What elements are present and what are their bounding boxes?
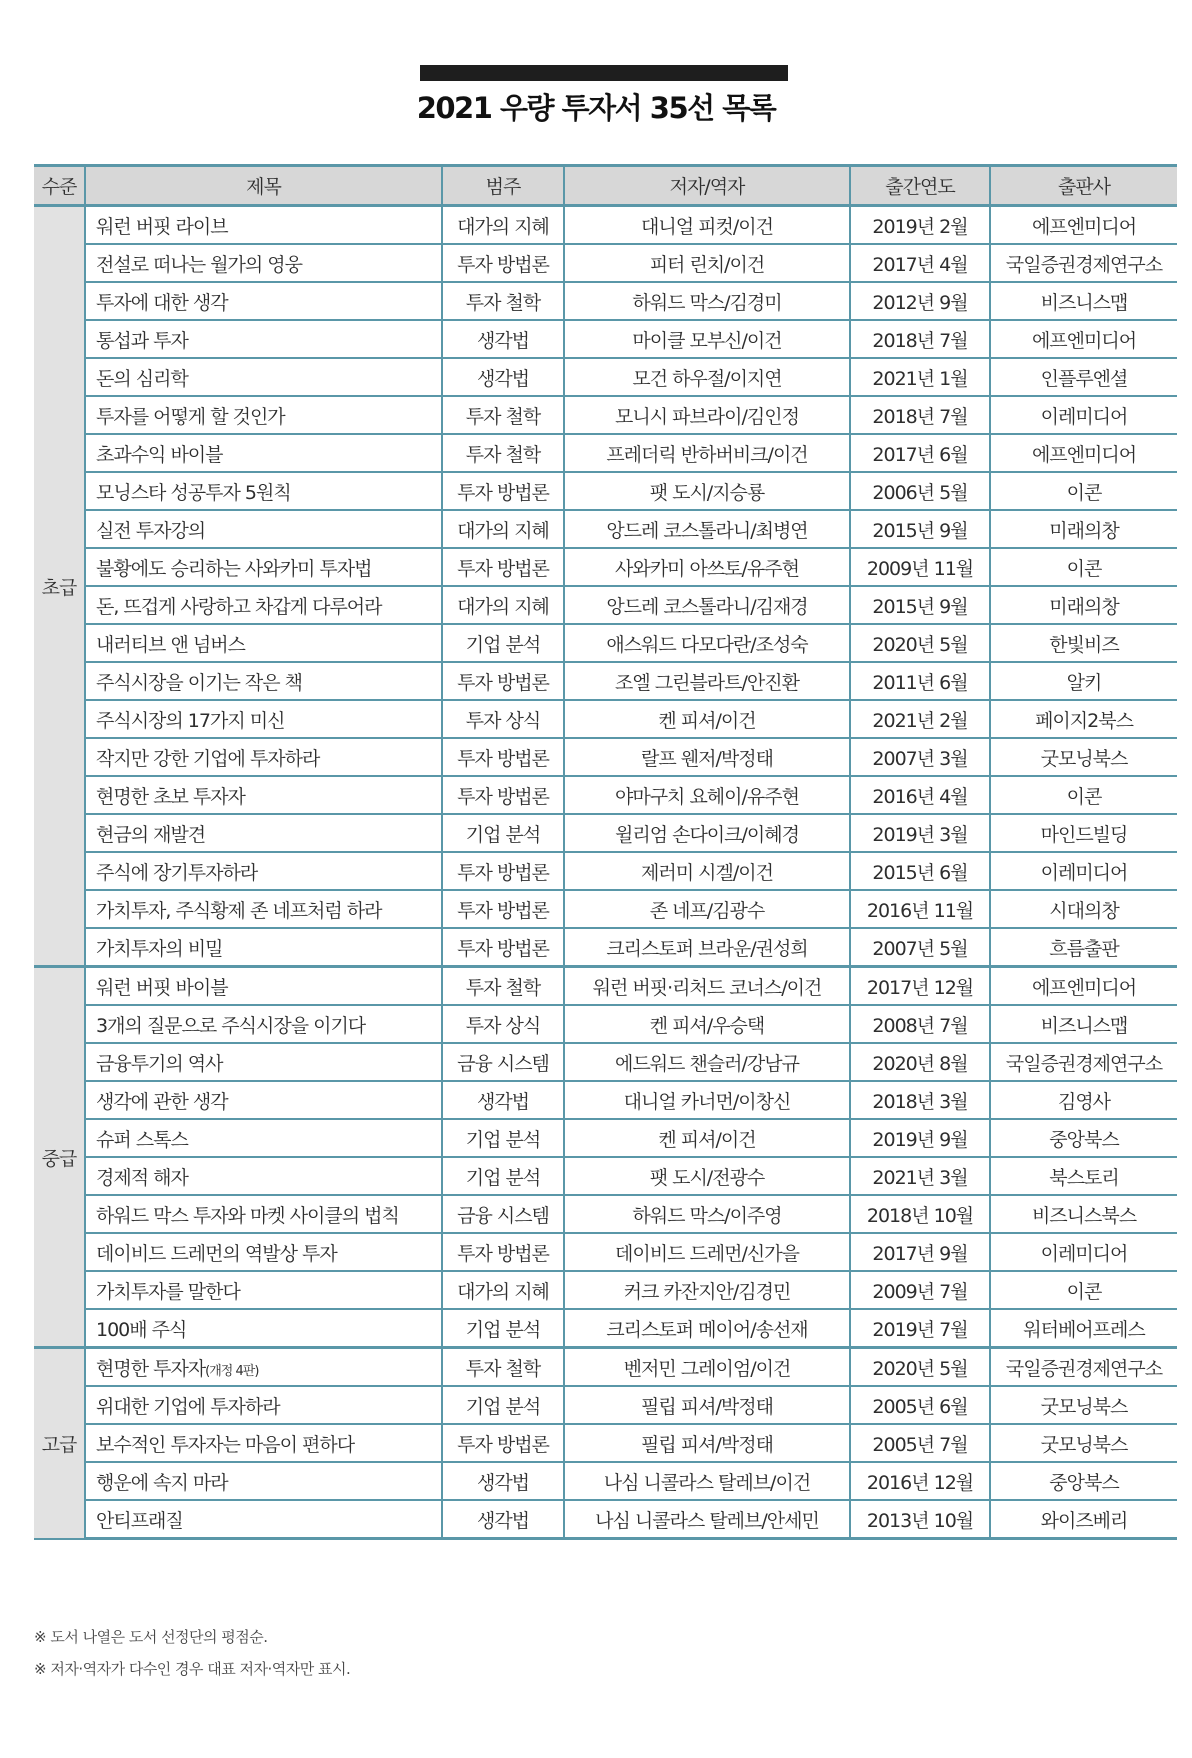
- author-translator: 켄 피셔/우승택: [564, 1005, 850, 1043]
- category: 대가의 지혜: [442, 1271, 564, 1309]
- table-row: [34, 548, 1177, 586]
- publisher: 인플루엔셜: [990, 358, 1177, 396]
- publisher: 알키: [990, 662, 1177, 700]
- category: 대가의 지혜: [442, 586, 564, 624]
- author-translator: 피터 린치/이건: [564, 244, 850, 282]
- table-row: [34, 1195, 1177, 1233]
- table-row: [34, 244, 1177, 282]
- table-row: [34, 738, 1177, 776]
- publish-date: 2019년 2월: [850, 206, 990, 245]
- book-title: 3개의 질문으로 주식시장을 이기다: [85, 1005, 442, 1043]
- publish-date: 2009년 7월: [850, 1271, 990, 1309]
- author-translator: 크리스토퍼 브라운/권성희: [564, 928, 850, 967]
- author-translator: 크리스토퍼 메이어/송선재: [564, 1309, 850, 1348]
- level-cell: 초급: [34, 206, 85, 967]
- publish-date: 2015년 9월: [850, 586, 990, 624]
- edition-note: (개정 4판): [205, 1363, 259, 1379]
- publisher: 이콘: [990, 776, 1177, 814]
- publish-date: 2009년 11월: [850, 548, 990, 586]
- publisher: 굿모닝북스: [990, 1386, 1177, 1424]
- category: 투자 방법론: [442, 776, 564, 814]
- author-translator: 모니시 파브라이/김인정: [564, 396, 850, 434]
- publish-date: 2021년 3월: [850, 1157, 990, 1195]
- publisher: 중앙북스: [990, 1119, 1177, 1157]
- publisher: 에프엔미디어: [990, 967, 1177, 1006]
- table-row: [34, 586, 1177, 624]
- category: 금융 시스템: [442, 1043, 564, 1081]
- table-row: [34, 928, 1177, 967]
- book-title: 가치투자를 말한다: [85, 1271, 442, 1309]
- author-translator: 앙드레 코스톨라니/최병연: [564, 510, 850, 548]
- table-row: [34, 700, 1177, 738]
- author-translator: 데이비드 드레먼/신가을: [564, 1233, 850, 1271]
- table-row: [34, 1271, 1177, 1309]
- page-title: 2021 우량 투자서 35선 목록: [416, 91, 776, 125]
- book-title: 금융투기의 역사: [85, 1043, 442, 1081]
- category: 투자 방법론: [442, 1424, 564, 1462]
- author-translator: 대니얼 피컷/이건: [564, 206, 850, 245]
- book-title: 작지만 강한 기업에 투자하라: [85, 738, 442, 776]
- book-title: 가치투자의 비밀: [85, 928, 442, 967]
- author-translator: 제러미 시겔/이건: [564, 852, 850, 890]
- publish-date: 2020년 8월: [850, 1043, 990, 1081]
- publisher: 흐름출판: [990, 928, 1177, 967]
- table-row: [34, 890, 1177, 928]
- header-author: 저자/역자: [564, 166, 850, 206]
- table-row: [34, 967, 1177, 1006]
- category: 투자 방법론: [442, 472, 564, 510]
- table-row: [34, 814, 1177, 852]
- publisher: 이레미디어: [990, 396, 1177, 434]
- category: 기업 분석: [442, 1309, 564, 1348]
- author-translator: 나심 니콜라스 탈레브/안세민: [564, 1500, 850, 1539]
- level-cell: 중급: [34, 967, 85, 1348]
- footnote: ※ 저자·역자가 다수인 경우 대표 저자·역자만 표시.: [34, 1660, 351, 1678]
- book-title: 생각에 관한 생각: [85, 1081, 442, 1119]
- book-title: 돈, 뜨겁게 사랑하고 차갑게 다루어라: [85, 586, 442, 624]
- book-title: 투자를 어떻게 할 것인가: [85, 396, 442, 434]
- table-row: [34, 510, 1177, 548]
- table-row: [34, 358, 1177, 396]
- publish-date: 2019년 3월: [850, 814, 990, 852]
- category: 기업 분석: [442, 1386, 564, 1424]
- table-row: [34, 1386, 1177, 1424]
- header-publisher: 출판사: [990, 166, 1177, 206]
- publish-date: 2020년 5월: [850, 624, 990, 662]
- category: 투자 철학: [442, 282, 564, 320]
- book-title: 전설로 떠나는 월가의 영웅: [85, 244, 442, 282]
- publish-date: 2016년 12월: [850, 1462, 990, 1500]
- publisher: 이콘: [990, 548, 1177, 586]
- publisher: 김영사: [990, 1081, 1177, 1119]
- table-row: [34, 396, 1177, 434]
- category: 투자 방법론: [442, 890, 564, 928]
- category: 생각법: [442, 1462, 564, 1500]
- book-title: 현명한 투자자(개정 4판): [85, 1348, 442, 1387]
- author-translator: 팻 도시/지승룡: [564, 472, 850, 510]
- table-row: [34, 1424, 1177, 1462]
- category: 생각법: [442, 1500, 564, 1539]
- publisher: 시대의창: [990, 890, 1177, 928]
- table-row: [34, 1500, 1177, 1539]
- footnote: ※ 도서 나열은 도서 선정단의 평점순.: [34, 1628, 268, 1646]
- category: 투자 상식: [442, 700, 564, 738]
- table-row: [34, 1043, 1177, 1081]
- category: 투자 방법론: [442, 852, 564, 890]
- book-title: 워런 버핏 바이블: [85, 967, 442, 1006]
- table-row: [34, 1081, 1177, 1119]
- book-title: 내러티브 앤 넘버스: [85, 624, 442, 662]
- book-title: 행운에 속지 마라: [85, 1462, 442, 1500]
- table-row: [34, 1157, 1177, 1195]
- table-row: [34, 1309, 1177, 1348]
- header-category: 범주: [442, 166, 564, 206]
- category: 대가의 지혜: [442, 510, 564, 548]
- author-translator: 대니얼 카너먼/이창신: [564, 1081, 850, 1119]
- author-translator: 에드워드 챈슬러/강남규: [564, 1043, 850, 1081]
- publish-date: 2015년 6월: [850, 852, 990, 890]
- publisher: 비즈니스맵: [990, 1005, 1177, 1043]
- book-title: 현명한 초보 투자자: [85, 776, 442, 814]
- book-title: 안티프래질: [85, 1500, 442, 1539]
- category: 투자 철학: [442, 967, 564, 1006]
- publisher: 비즈니스맵: [990, 282, 1177, 320]
- publish-date: 2018년 3월: [850, 1081, 990, 1119]
- table-row: [34, 206, 1177, 245]
- category: 금융 시스템: [442, 1195, 564, 1233]
- book-list-table: [34, 164, 1177, 1540]
- book-title: 보수적인 투자자는 마음이 편하다: [85, 1424, 442, 1462]
- publisher: 이콘: [990, 472, 1177, 510]
- publish-date: 2012년 9월: [850, 282, 990, 320]
- title-decoration-bar: [420, 65, 788, 81]
- author-translator: 필립 피셔/박정태: [564, 1386, 850, 1424]
- table-row: [34, 434, 1177, 472]
- publish-date: 2019년 7월: [850, 1309, 990, 1348]
- category: 대가의 지혜: [442, 206, 564, 245]
- publisher: 에프엔미디어: [990, 320, 1177, 358]
- author-translator: 모건 하우절/이지연: [564, 358, 850, 396]
- publisher: 국일증권경제연구소: [990, 244, 1177, 282]
- publisher: 이레미디어: [990, 1233, 1177, 1271]
- book-title: 워런 버핏 라이브: [85, 206, 442, 245]
- publish-date: 2021년 1월: [850, 358, 990, 396]
- category: 기업 분석: [442, 1119, 564, 1157]
- table-row: [34, 624, 1177, 662]
- level-cell: 고급: [34, 1348, 85, 1539]
- publisher: 북스토리: [990, 1157, 1177, 1195]
- author-translator: 애스워드 다모다란/조성숙: [564, 624, 850, 662]
- category: 생각법: [442, 320, 564, 358]
- category: 투자 방법론: [442, 548, 564, 586]
- publisher: 워터베어프레스: [990, 1309, 1177, 1348]
- table-header-row: [34, 166, 1177, 206]
- table-row: [34, 1462, 1177, 1500]
- publisher: 국일증권경제연구소: [990, 1043, 1177, 1081]
- author-translator: 필립 피셔/박정태: [564, 1424, 850, 1462]
- book-title: 주식에 장기투자하라: [85, 852, 442, 890]
- table-row: [34, 472, 1177, 510]
- book-title: 100배 주식: [85, 1309, 442, 1348]
- author-translator: 조엘 그린블라트/안진환: [564, 662, 850, 700]
- publish-date: 2005년 7월: [850, 1424, 990, 1462]
- category: 투자 철학: [442, 434, 564, 472]
- table-row: [34, 1233, 1177, 1271]
- author-translator: 워런 버핏·리처드 코너스/이건: [564, 967, 850, 1006]
- category: 투자 방법론: [442, 662, 564, 700]
- author-translator: 팻 도시/전광수: [564, 1157, 850, 1195]
- category: 투자 방법론: [442, 1233, 564, 1271]
- publish-date: 2019년 9월: [850, 1119, 990, 1157]
- author-translator: 켄 피셔/이건: [564, 1119, 850, 1157]
- publisher: 이콘: [990, 1271, 1177, 1309]
- author-translator: 랄프 웬저/박정태: [564, 738, 850, 776]
- publish-date: 2018년 7월: [850, 320, 990, 358]
- category: 투자 철학: [442, 396, 564, 434]
- book-title: 투자에 대한 생각: [85, 282, 442, 320]
- category: 기업 분석: [442, 814, 564, 852]
- header-year: 출간연도: [850, 166, 990, 206]
- header-level: 수준: [34, 166, 85, 206]
- publish-date: 2017년 4월: [850, 244, 990, 282]
- publisher: 국일증권경제연구소: [990, 1348, 1177, 1387]
- book-title: 경제적 해자: [85, 1157, 442, 1195]
- publish-date: 2015년 9월: [850, 510, 990, 548]
- book-title: 실전 투자강의: [85, 510, 442, 548]
- table-row: [34, 320, 1177, 358]
- book-title: 초과수익 바이블: [85, 434, 442, 472]
- publisher: 페이지2북스: [990, 700, 1177, 738]
- category: 기업 분석: [442, 624, 564, 662]
- publisher: 굿모닝북스: [990, 1424, 1177, 1462]
- publish-date: 2016년 4월: [850, 776, 990, 814]
- category: 투자 방법론: [442, 244, 564, 282]
- author-translator: 나심 니콜라스 탈레브/이건: [564, 1462, 850, 1500]
- book-title: 가치투자, 주식황제 존 네프처럼 하라: [85, 890, 442, 928]
- book-title: 위대한 기업에 투자하라: [85, 1386, 442, 1424]
- publisher: 미래의창: [990, 510, 1177, 548]
- publisher: 한빛비즈: [990, 624, 1177, 662]
- author-translator: 프레더릭 반하버비크/이건: [564, 434, 850, 472]
- table-row: [34, 282, 1177, 320]
- book-title: 불황에도 승리하는 사와카미 투자법: [85, 548, 442, 586]
- table-row: [34, 662, 1177, 700]
- book-title: 슈퍼 스톡스: [85, 1119, 442, 1157]
- publisher: 미래의창: [990, 586, 1177, 624]
- publish-date: 2017년 9월: [850, 1233, 990, 1271]
- header-title: 제목: [85, 166, 442, 206]
- book-title: 하워드 막스 투자와 마켓 사이클의 법칙: [85, 1195, 442, 1233]
- publisher: 이레미디어: [990, 852, 1177, 890]
- publisher: 와이즈베리: [990, 1500, 1177, 1539]
- book-title: 통섭과 투자: [85, 320, 442, 358]
- author-translator: 윌리엄 손다이크/이혜경: [564, 814, 850, 852]
- author-translator: 커크 카잔지안/김경민: [564, 1271, 850, 1309]
- author-translator: 하워드 막스/김경미: [564, 282, 850, 320]
- book-title: 돈의 심리학: [85, 358, 442, 396]
- author-translator: 앙드레 코스톨라니/김재경: [564, 586, 850, 624]
- table-row: [34, 1119, 1177, 1157]
- publish-date: 2005년 6월: [850, 1386, 990, 1424]
- table-row: [34, 776, 1177, 814]
- author-translator: 마이클 모부신/이건: [564, 320, 850, 358]
- publish-date: 2007년 3월: [850, 738, 990, 776]
- category: 투자 상식: [442, 1005, 564, 1043]
- publish-date: 2008년 7월: [850, 1005, 990, 1043]
- publish-date: 2018년 10월: [850, 1195, 990, 1233]
- category: 생각법: [442, 358, 564, 396]
- book-title: 데이비드 드레먼의 역발상 투자: [85, 1233, 442, 1271]
- publish-date: 2011년 6월: [850, 662, 990, 700]
- category: 생각법: [442, 1081, 564, 1119]
- author-translator: 벤저민 그레이엄/이건: [564, 1348, 850, 1387]
- category: 투자 방법론: [442, 928, 564, 967]
- category: 투자 방법론: [442, 738, 564, 776]
- author-translator: 하워드 막스/이주영: [564, 1195, 850, 1233]
- publisher: 마인드빌딩: [990, 814, 1177, 852]
- book-title: 주식시장을 이기는 작은 책: [85, 662, 442, 700]
- author-translator: 존 네프/김광수: [564, 890, 850, 928]
- author-translator: 켄 피셔/이건: [564, 700, 850, 738]
- publish-date: 2007년 5월: [850, 928, 990, 967]
- publish-date: 2006년 5월: [850, 472, 990, 510]
- publish-date: 2017년 6월: [850, 434, 990, 472]
- publish-date: 2016년 11월: [850, 890, 990, 928]
- publish-date: 2013년 10월: [850, 1500, 990, 1539]
- publish-date: 2018년 7월: [850, 396, 990, 434]
- author-translator: 사와카미 아쓰토/유주현: [564, 548, 850, 586]
- table-row: [34, 1348, 1177, 1387]
- table-row: [34, 1005, 1177, 1043]
- publisher: 중앙북스: [990, 1462, 1177, 1500]
- author-translator: 야마구치 요헤이/유주현: [564, 776, 850, 814]
- book-title: 주식시장의 17가지 미신: [85, 700, 442, 738]
- publish-date: 2021년 2월: [850, 700, 990, 738]
- category: 투자 철학: [442, 1348, 564, 1387]
- publisher: 비즈니스북스: [990, 1195, 1177, 1233]
- book-title: 모닝스타 성공투자 5원칙: [85, 472, 442, 510]
- publish-date: 2020년 5월: [850, 1348, 990, 1387]
- publish-date: 2017년 12월: [850, 967, 990, 1006]
- category: 기업 분석: [442, 1157, 564, 1195]
- publisher: 에프엔미디어: [990, 434, 1177, 472]
- publisher: 굿모닝북스: [990, 738, 1177, 776]
- book-title: 현금의 재발견: [85, 814, 442, 852]
- table-row: [34, 852, 1177, 890]
- publisher: 에프엔미디어: [990, 206, 1177, 245]
